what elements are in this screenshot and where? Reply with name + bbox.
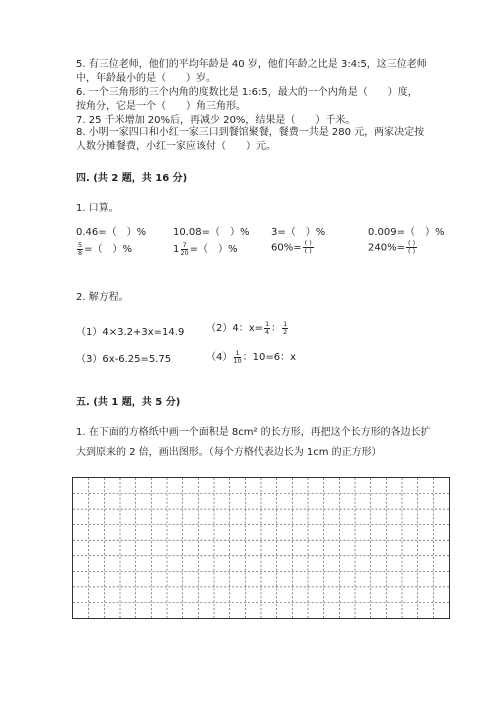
oral-item-4: 0.009=（ ）% [368, 227, 445, 238]
section-5-question-line-2: 大到原来的 2 倍，画出图形。（每个方格代表边长为 1cm 的正方形） [76, 447, 382, 458]
section-5-heading: 五. (共 1 题，共 5 分) [76, 397, 181, 408]
equation-1: （1）4×3.2+3x=14.9 [76, 327, 185, 338]
square-grid-paper[interactable] [72, 477, 450, 619]
question-5-line-2: 中，年龄最小的是（ ）岁。 [76, 73, 216, 84]
question-6-line-1: 6. 一个三角形的三个内角的度数比是 1:6:5，最大的一个内角是（ ）度， [76, 87, 418, 98]
oral-item-3: 3=（ ）% [271, 227, 326, 238]
section-5-question-line-1: 1. 在下面的方格纸中画一个面积是 8cm² 的长方形，再把这个长方形的各边长扩 [76, 427, 431, 438]
question-7: 7. 25 千米增加 20%后，再减少 20%，结果是（ ）千米。 [76, 115, 356, 126]
oral-item-7: 60%= $\frac{( )}{( )}$ [271, 239, 312, 255]
oral-item-5: $\frac{5}{8}$ =（ ）% [78, 240, 133, 257]
oral-item-1: 0.46=（ ）% [76, 227, 147, 238]
question-5-line-1: 5. 有三位老师，他们的平均年龄是 40 岁，他们年龄之比是 3:4:5，这三位老师 [76, 59, 427, 70]
oral-item-8: 240%= $\frac{( )}{( )}$ [368, 239, 416, 255]
equation-3: （3）6x-6.25=5.75 [76, 354, 172, 365]
equation-title: 2. 解方程。 [76, 292, 129, 303]
equation-4: （4） $\frac{1}{10}$ ：10=6：x [206, 348, 297, 365]
fraction-5-8: $\frac{5}{8}$ [78, 240, 83, 257]
fraction-1-4: $\frac{1}{4}$ [265, 319, 270, 336]
fraction-1-2: $\frac{1}{2}$ [283, 319, 288, 336]
question-6-line-2: 按角分，它是一个（ ）角三角形。 [76, 101, 246, 112]
oral-item-2: 10.08=（ ）% [173, 227, 250, 238]
equation-2: （2）4：x= $\frac{1}{4}$ ： $\frac{1}{2}$ [206, 319, 288, 336]
blank-fraction: $\frac{( )}{( )}$ [304, 239, 312, 255]
oral-item-6: 1 $\frac{7}{20}$ =（ ）% [173, 240, 238, 257]
oral-calc-title: 1. 口算。 [76, 203, 119, 214]
question-8-line-2: 人数分摊餐费，小红一家应该付（ ）元。 [76, 141, 276, 152]
fraction-1-10: $\frac{1}{10}$ [233, 348, 242, 365]
fraction-7-20: $\frac{7}{20}$ [180, 240, 189, 257]
blank-fraction: $\frac{( )}{( )}$ [407, 239, 416, 255]
question-8-line-1: 8. 小明一家四口和小红一家三口到餐馆聚餐，餐费一共是 280 元，两家决定按 [76, 127, 425, 138]
section-4-heading: 四. (共 2 题，共 16 分) [76, 173, 188, 184]
